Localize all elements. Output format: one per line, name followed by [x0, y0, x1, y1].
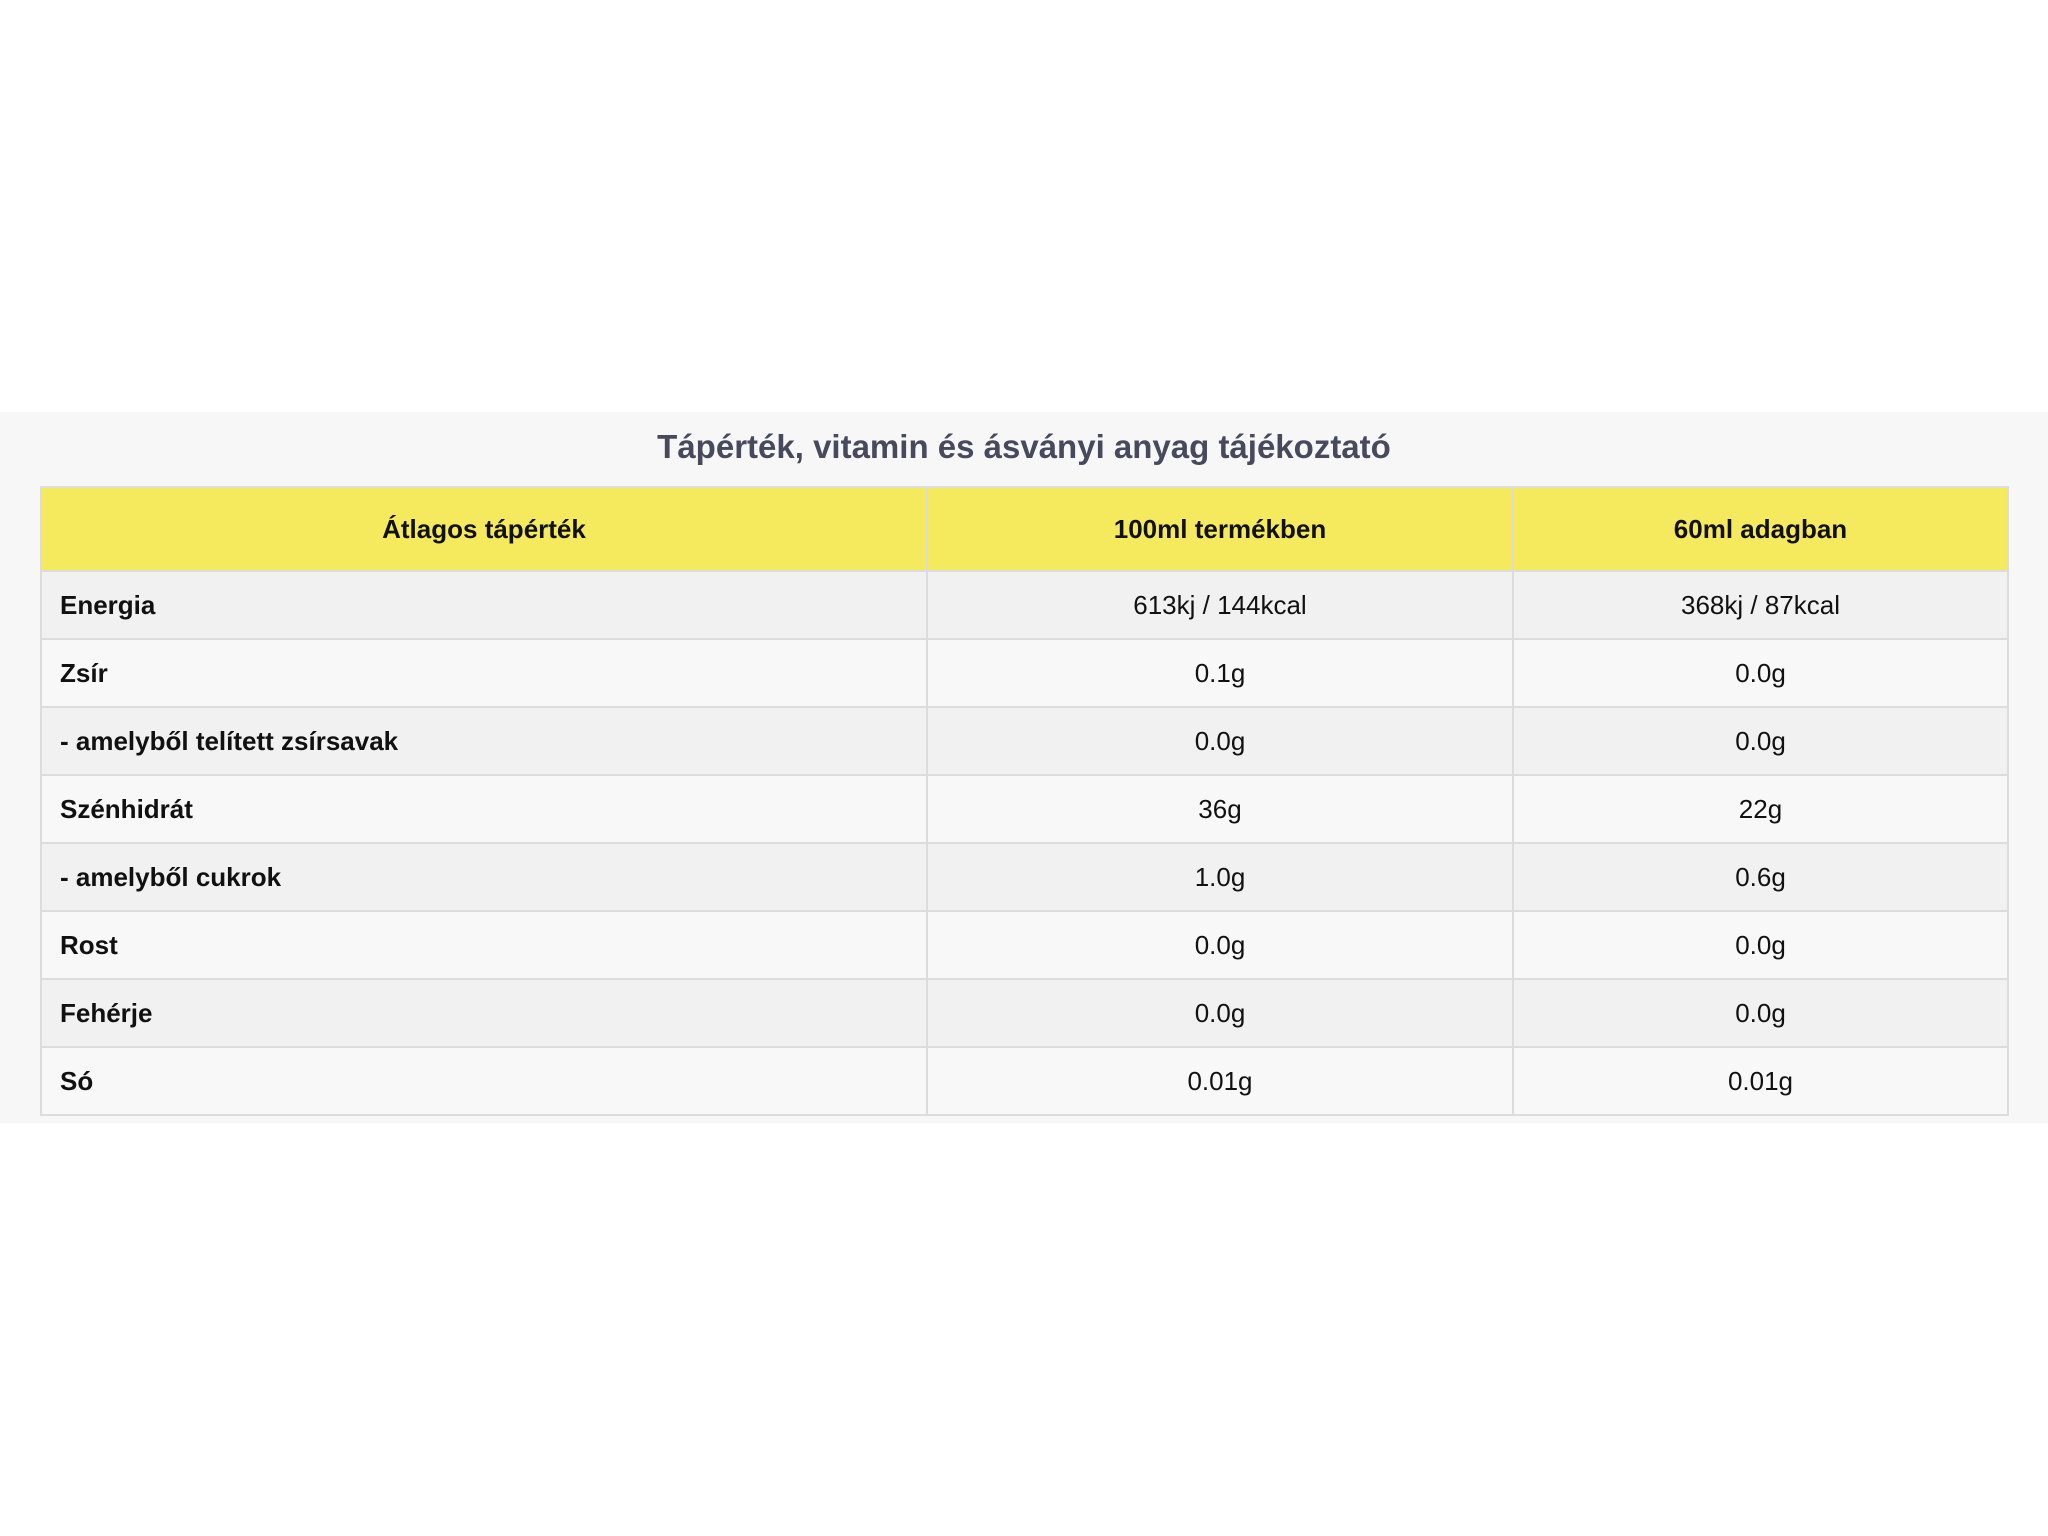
value-per-serving: 368kj / 87kcal	[1513, 571, 2008, 639]
table-row	[41, 911, 2008, 979]
value-per-serving: 0.01g	[1513, 1047, 2008, 1115]
nutrient-name: Rost	[41, 911, 927, 979]
table-row	[41, 979, 2008, 1047]
nutrient-name: Zsír	[41, 639, 927, 707]
nutrient-name: Szénhidrát	[41, 775, 927, 843]
table-row	[41, 639, 2008, 707]
table-row	[41, 1047, 2008, 1115]
nutrient-name: - amelyből cukrok	[41, 843, 927, 911]
value-per-serving: 0.0g	[1513, 911, 2008, 979]
value-per-100ml: 613kj / 144kcal	[927, 571, 1513, 639]
nutrition-panel	[0, 412, 2048, 1123]
column-header-per-serving: 60ml adagban	[1513, 487, 2008, 571]
value-per-100ml: 0.1g	[927, 639, 1513, 707]
value-per-serving: 0.0g	[1513, 639, 2008, 707]
column-header-nutrient: Átlagos tápérték	[41, 487, 927, 571]
value-per-100ml: 0.0g	[927, 911, 1513, 979]
nutrition-table	[40, 486, 2009, 1116]
column-header-per-100ml: 100ml termékben	[927, 487, 1513, 571]
table-row	[41, 571, 2008, 639]
value-per-100ml: 0.01g	[927, 1047, 1513, 1115]
value-per-100ml: 0.0g	[927, 707, 1513, 775]
table-row	[41, 707, 2008, 775]
table-row	[41, 843, 2008, 911]
value-per-serving: 0.0g	[1513, 979, 2008, 1047]
value-per-serving: 0.6g	[1513, 843, 2008, 911]
table-row	[41, 775, 2008, 843]
table-header-row	[41, 487, 2008, 571]
value-per-100ml: 36g	[927, 775, 1513, 843]
nutrient-name: Energia	[41, 571, 927, 639]
value-per-100ml: 1.0g	[927, 843, 1513, 911]
nutrient-name: Fehérje	[41, 979, 927, 1047]
nutrient-name: Só	[41, 1047, 927, 1115]
value-per-100ml: 0.0g	[927, 979, 1513, 1047]
nutrient-name: - amelyből telített zsírsavak	[41, 707, 927, 775]
value-per-serving: 22g	[1513, 775, 2008, 843]
page-title: Tápérték, vitamin és ásványi anyag tájékoztató	[657, 428, 1391, 465]
value-per-serving: 0.0g	[1513, 707, 2008, 775]
